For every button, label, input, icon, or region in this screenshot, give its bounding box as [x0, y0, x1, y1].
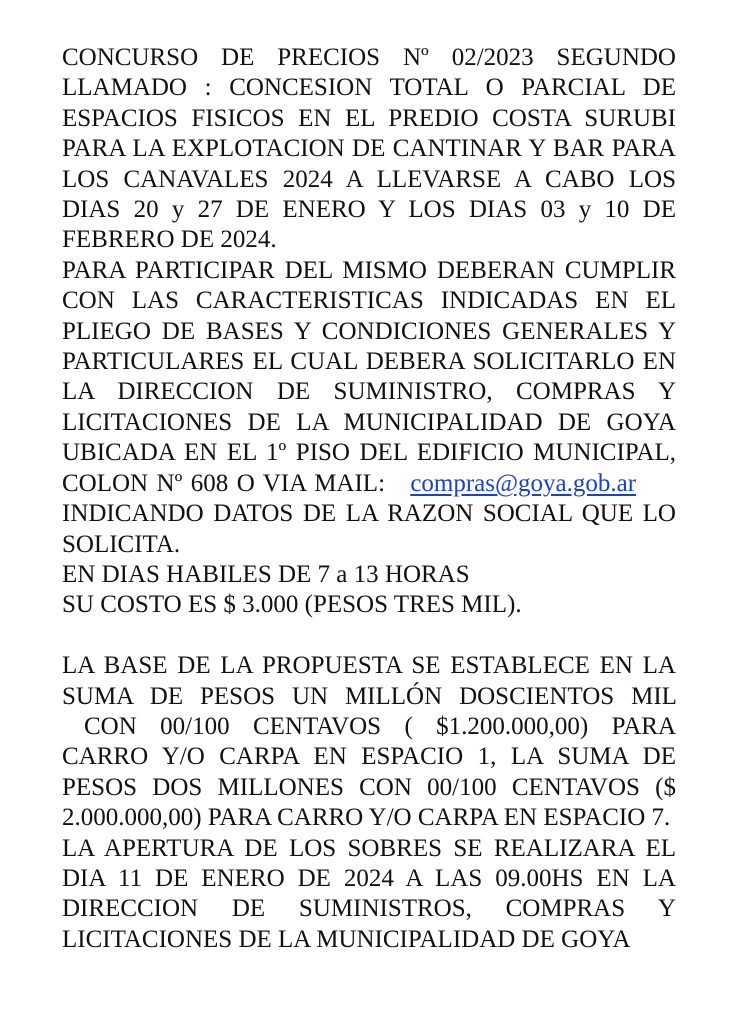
business-hours: EN DIAS HABILES DE 7 a 13 HORAS	[62, 560, 470, 588]
proposal-base-amounts: CON 00/100 CENTAVOS ( $1.200.000,00) PARA CARRO Y/O CARPA EN ESPACIO 1, LA SUMA DE PESOS DOS MILLONES CON 00/100 CENTAVOS ($ 2.000.000,00) PARA CARRO Y/O CARPA EN ESPACIO 7.	[62, 712, 676, 832]
paragraph-gap	[62, 621, 676, 651]
proposal-base-text: LA BASE DE LA PROPUESTA SE ESTABLECE EN LA SUMA DE PESOS UN MILLÓN DOSCIENTOS MIL	[62, 652, 676, 710]
document-cost: SU COSTO ES $ 3.000 (PESOS TRES MIL).	[62, 591, 522, 619]
participation-requirements-paragraph	[62, 256, 676, 621]
requirements-text: PARA PARTICIPAR DEL MISMO DEBERAN CUMPLIR CON LAS CARACTERISTICAS INDICADAS EN EL PLIEGO DE BASES Y CONDICIONES GENERALES Y PARTICULARES EL CUAL DEBERA SOLICITARLO EN LA DIRECCION DE SUMINISTRO, COMPRAS Y LICITACIONES DE LA MUNICIPALIDAD DE GOYA UBICADA EN EL 1º PISO DEL EDIFICIO MUNICIPAL, COLON Nº 608 O VIA MAIL:	[62, 256, 676, 497]
requirements-text-continued: INDICANDO DATOS DE LA RAZON SOCIAL QUE LO SOLICITA.	[62, 500, 676, 558]
envelope-opening-paragraph: LA APERTURA DE LOS SOBRES SE REALIZARA EL DIA 11 DE ENERO DE 2024 A LAS 09.00HS EN LA DIRECCION DE SUMINISTROS, COMPRAS Y LICITACIONES DE LA MUNICIPALIDAD DE GOYA	[62, 834, 676, 953]
email-link[interactable]: compras@goya.gob.ar	[410, 469, 637, 497]
contest-announcement-paragraph: CONCURSO DE PRECIOS Nº 02/2023 SEGUNDO LLAMADO : CONCESION TOTAL O PARCIAL DE ESPACIOS FISICOS EN EL PREDIO COSTA SURUBI PARA LA EXPLOTACION DE CANTINAR Y BAR PARA LOS CANAVALES 2024 A LLEVARSE A CABO LOS DIAS 20 y 27 DE ENERO Y LOS DIAS 03 y 10 DE FEBRERO DE 2024.	[62, 44, 676, 254]
document-body	[62, 43, 676, 955]
proposal-base-paragraph	[62, 651, 676, 833]
